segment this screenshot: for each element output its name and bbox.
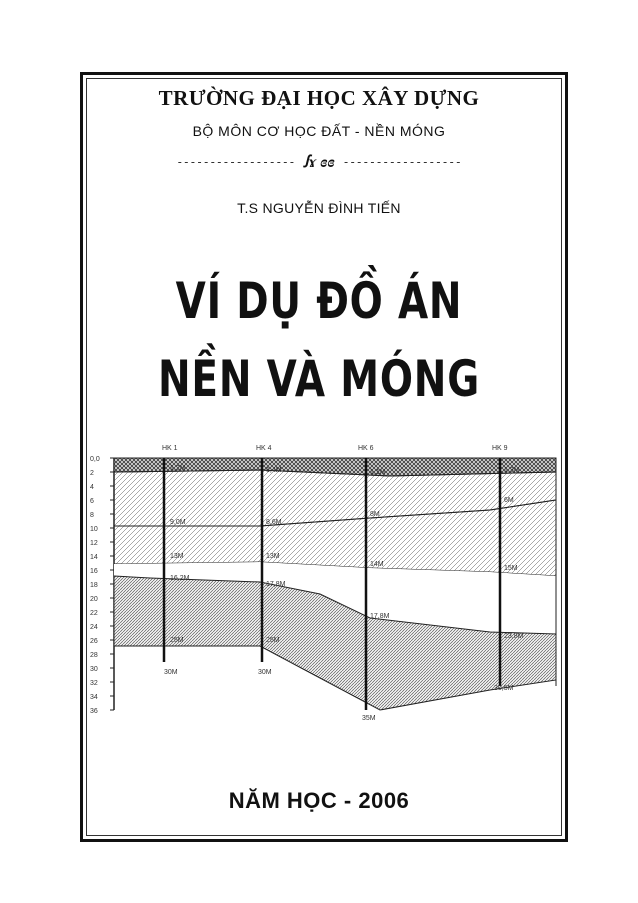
borehole-hk6-label: HK 6 bbox=[358, 445, 374, 452]
borehole-hk1-bottom: 30M bbox=[164, 669, 178, 676]
layer-label: 25M bbox=[170, 637, 184, 644]
depth-tick-label: 22 bbox=[90, 610, 98, 617]
layer-label: 8,6M bbox=[266, 519, 282, 526]
title-line-2: NỀN VÀ MÓNG bbox=[158, 350, 480, 408]
depth-tick-label: 36 bbox=[90, 708, 98, 715]
layer-label: 13M bbox=[170, 553, 184, 560]
depth-tick-label: 32 bbox=[90, 680, 98, 687]
layer-label: 16,2M bbox=[170, 575, 190, 582]
depth-tick-label: 20 bbox=[90, 596, 98, 603]
borehole-hk1-label: HK 1 bbox=[162, 445, 178, 452]
layer-label: 15M bbox=[504, 565, 518, 572]
depth-tick-label: 34 bbox=[90, 694, 98, 701]
layer-label: 1,2M bbox=[170, 465, 186, 472]
depth-tick-label: 28 bbox=[90, 652, 98, 659]
borehole-hk6-bottom: 35M bbox=[362, 715, 376, 722]
depth-tick-label: 4 bbox=[90, 484, 94, 491]
depth-tick-label: 2 bbox=[90, 470, 94, 477]
depth-tick-label: 30 bbox=[90, 666, 98, 673]
borehole-hk4-label: HK 4 bbox=[256, 445, 272, 452]
borehole-hk9-label: HK 9 bbox=[492, 445, 508, 452]
depth-tick-label: 10 bbox=[90, 526, 98, 533]
layer-label: 8M bbox=[370, 511, 380, 518]
depth-tick-label: 18 bbox=[90, 582, 98, 589]
ornament-divider bbox=[0, 150, 638, 172]
layer-label: 17,8M bbox=[266, 581, 286, 588]
depth-tick-label: 26 bbox=[90, 638, 98, 645]
layer-label: 1,3M bbox=[504, 467, 520, 474]
layer-label: 25M bbox=[266, 637, 280, 644]
borehole-hk4-bottom: 30M bbox=[258, 669, 272, 676]
title-line-1: VÍ DỤ ĐỒ ÁN bbox=[175, 272, 463, 330]
depth-tick-label: 8 bbox=[90, 512, 94, 519]
layer-label: 14M bbox=[370, 561, 384, 568]
depth-tick-label: 14 bbox=[90, 554, 98, 561]
layer-label: 9,0M bbox=[170, 519, 186, 526]
geological-cross-section bbox=[90, 440, 570, 730]
depth-tick-label: 24 bbox=[90, 624, 98, 631]
depth-tick-labels bbox=[90, 456, 114, 715]
layer-label: 6M bbox=[504, 497, 514, 504]
author-name: T.S NGUYỄN ĐÌNH TIẾN bbox=[237, 200, 401, 216]
depth-tick-label: 16 bbox=[90, 568, 98, 575]
layer-label: 1,1M bbox=[370, 469, 386, 476]
department-name: BỘ MÔN CƠ HỌC ĐẤT - NỀN MÓNG bbox=[192, 123, 446, 139]
layer-label: 17,8M bbox=[370, 613, 390, 620]
ornament-dashes-right: ------------------ bbox=[342, 157, 462, 170]
layer-label: 1,4M bbox=[266, 467, 282, 474]
cross-section-svg bbox=[90, 440, 570, 730]
layer-label: 13M bbox=[266, 553, 280, 560]
academic-year: NĂM HỌC - 2006 bbox=[228, 788, 410, 813]
ornament-glyph: ꭍɤ ɞɞ bbox=[303, 154, 335, 171]
depth-tick-label: 6 bbox=[90, 498, 94, 505]
depth-tick-label: 0,0 bbox=[90, 456, 100, 463]
ornament-dashes-left: ------------------ bbox=[176, 157, 296, 170]
university-name: TRƯỜNG ĐẠI HỌC XÂY DỰNG bbox=[158, 86, 480, 110]
borehole-hk9-bottom: 30,5M bbox=[494, 685, 514, 692]
depth-tick-label: 12 bbox=[90, 540, 98, 547]
layer-label: 23,8M bbox=[504, 633, 524, 640]
